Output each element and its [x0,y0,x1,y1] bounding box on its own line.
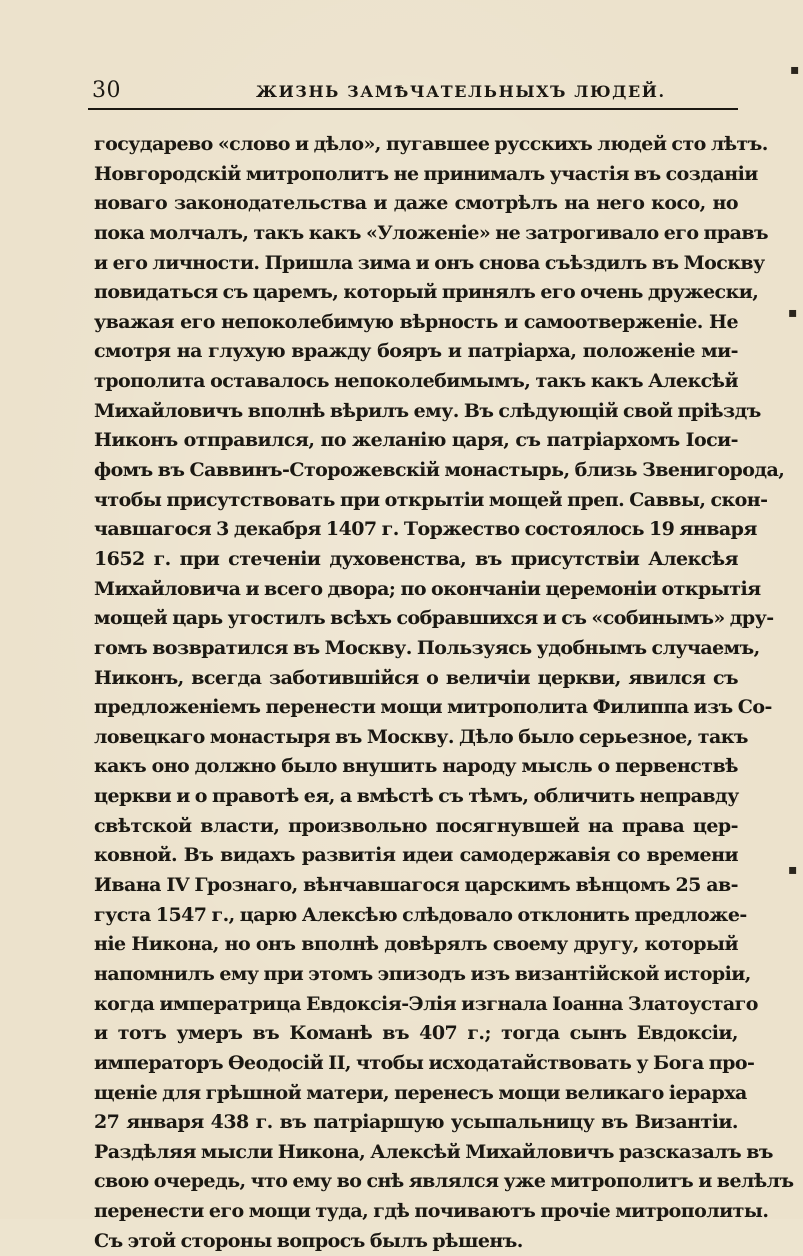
text-line: свѣтской власти, произвольно посягнувшей на права цер- [94,814,738,837]
text-line: Никонъ, всегда заботившійся о величіи церкви, явился съ [94,666,738,689]
text-line: пока молчалъ, такъ какъ «Уложеніе» не затрогивало его правъ [94,221,769,244]
text-line: 27 января 438 г. въ патріаршую усыпальницу въ Византіи. [94,1111,738,1134]
text-line: Михайловичъ вполнѣ вѣрилъ ему. Въ слѣдующій свой пріѣздъ [94,399,761,422]
running-title: ЖИЗНЬ ЗАМѢЧАТЕЛЬНЫХЪ ЛЮДЕЙ. [256,82,666,101]
text-line: гомъ возвратился въ Москву. Пользуясь удобнымъ случаемъ, [94,636,760,659]
text-line: мощей царь угостилъ всѣхъ собравшихся и съ «собинымъ» дру- [94,607,774,630]
text-line: Съ этой стороны вопросъ былъ рѣшенъ. [94,1229,523,1252]
text-line: густа 1547 г., царю Алексѣю слѣдовало отклонить предложе- [94,903,747,926]
text-line: напомнилъ ему при этомъ эпизодъ изъ византійской исторіи, [94,962,751,985]
margin-speck: ▪ [790,62,800,78]
margin-speck: ▪ [788,305,798,321]
text-line: перенести его мощи туда, гдѣ почиваютъ прочіе митрополиты. [94,1200,769,1223]
text-line: смотря на глухую вражду бояръ и патріарха, положеніе ми- [94,340,738,363]
text-line: фомъ въ Саввинъ-Сторожевскій монастырь, близь Звенигорода, [94,459,785,482]
text-line: государево «слово и дѣло», пугавшее русскихъ людей сто лѣтъ. [94,133,768,155]
text-line: трополита оставалось непоколебимымъ, такъ какъ Алексѣй [94,370,738,393]
text-line: императоръ Ѳеодосій II, чтобы исходатайствовать у Бога про- [94,1051,755,1074]
text-line: свою очередь, что ему во снѣ являлся уже митрополитъ и велѣлъ [94,1170,794,1193]
page-number: 30 [92,78,121,103]
text-line: Никонъ отправился, по желанію царя, съ патріархомъ Іоси- [94,429,738,452]
page-header [88,78,738,110]
text-line: ніе Никона, но онъ вполнѣ довѣрялъ своему другу, который [94,933,738,956]
text-line: Михайловича и всего двора; по окончаніи церемоніи открытія [94,577,761,600]
text-line: Ивана IV Грознаго, вѣнчавшагося царскимъ вѣнцомъ 25 ав- [94,874,738,897]
text-line: и его личности. Пришла зима и онъ снова съѣздилъ въ Москву [94,251,765,274]
text-line: ковной. Въ видахъ развитія идеи самодержавія со времени [94,844,738,867]
text-line: 1652 г. при стеченіи духовенства, въ присутствіи Алексѣя [94,547,738,570]
text-line: уважая его непоколебимую вѣрность и самоотверженіе. Не [94,310,738,333]
text-line: чтобы присутствовать при открытіи мощей преп. Саввы, скон- [94,488,768,511]
text-line: щеніе для грѣшной матери, перенесъ мощи великаго іерарха [94,1081,747,1104]
header-rule [88,108,738,110]
text-line: когда императрица Евдоксія-Элія изгнала Іоанна Златоустаго [94,992,758,1015]
text-line: церкви и о правотѣ ея, а вмѣстѣ съ тѣмъ, обличить неправду [94,785,739,808]
text-line: Раздѣляя мысли Никона, Алексѣй Михайловичъ разсказалъ въ [94,1140,773,1163]
body-text [94,130,794,1256]
text-line: новаго законодательства и даже смотрѣлъ на него косо, но [94,192,738,215]
text-line: ловецкаго монастыря въ Москву. Дѣло было серьезное, такъ [94,725,748,748]
text-line: Новгородскій митрополитъ не принималъ участія въ созданіи [94,162,758,185]
text-line: повидаться съ царемъ, который принялъ его очень дружески, [94,281,759,304]
text-line: какъ оно должно было внушить народу мысль о первенствѣ [94,755,738,778]
text-line: и тотъ умеръ въ Команѣ въ 407 г.; тогда сынъ Евдоксіи, [94,1022,738,1045]
text-line: чавшагося 3 декабря 1407 г. Торжество состоялось 19 января [94,518,757,541]
text-line: предложеніемъ перенести мощи митрополита Филиппа изъ Со- [94,696,772,719]
margin-speck: ▪ [788,862,798,878]
